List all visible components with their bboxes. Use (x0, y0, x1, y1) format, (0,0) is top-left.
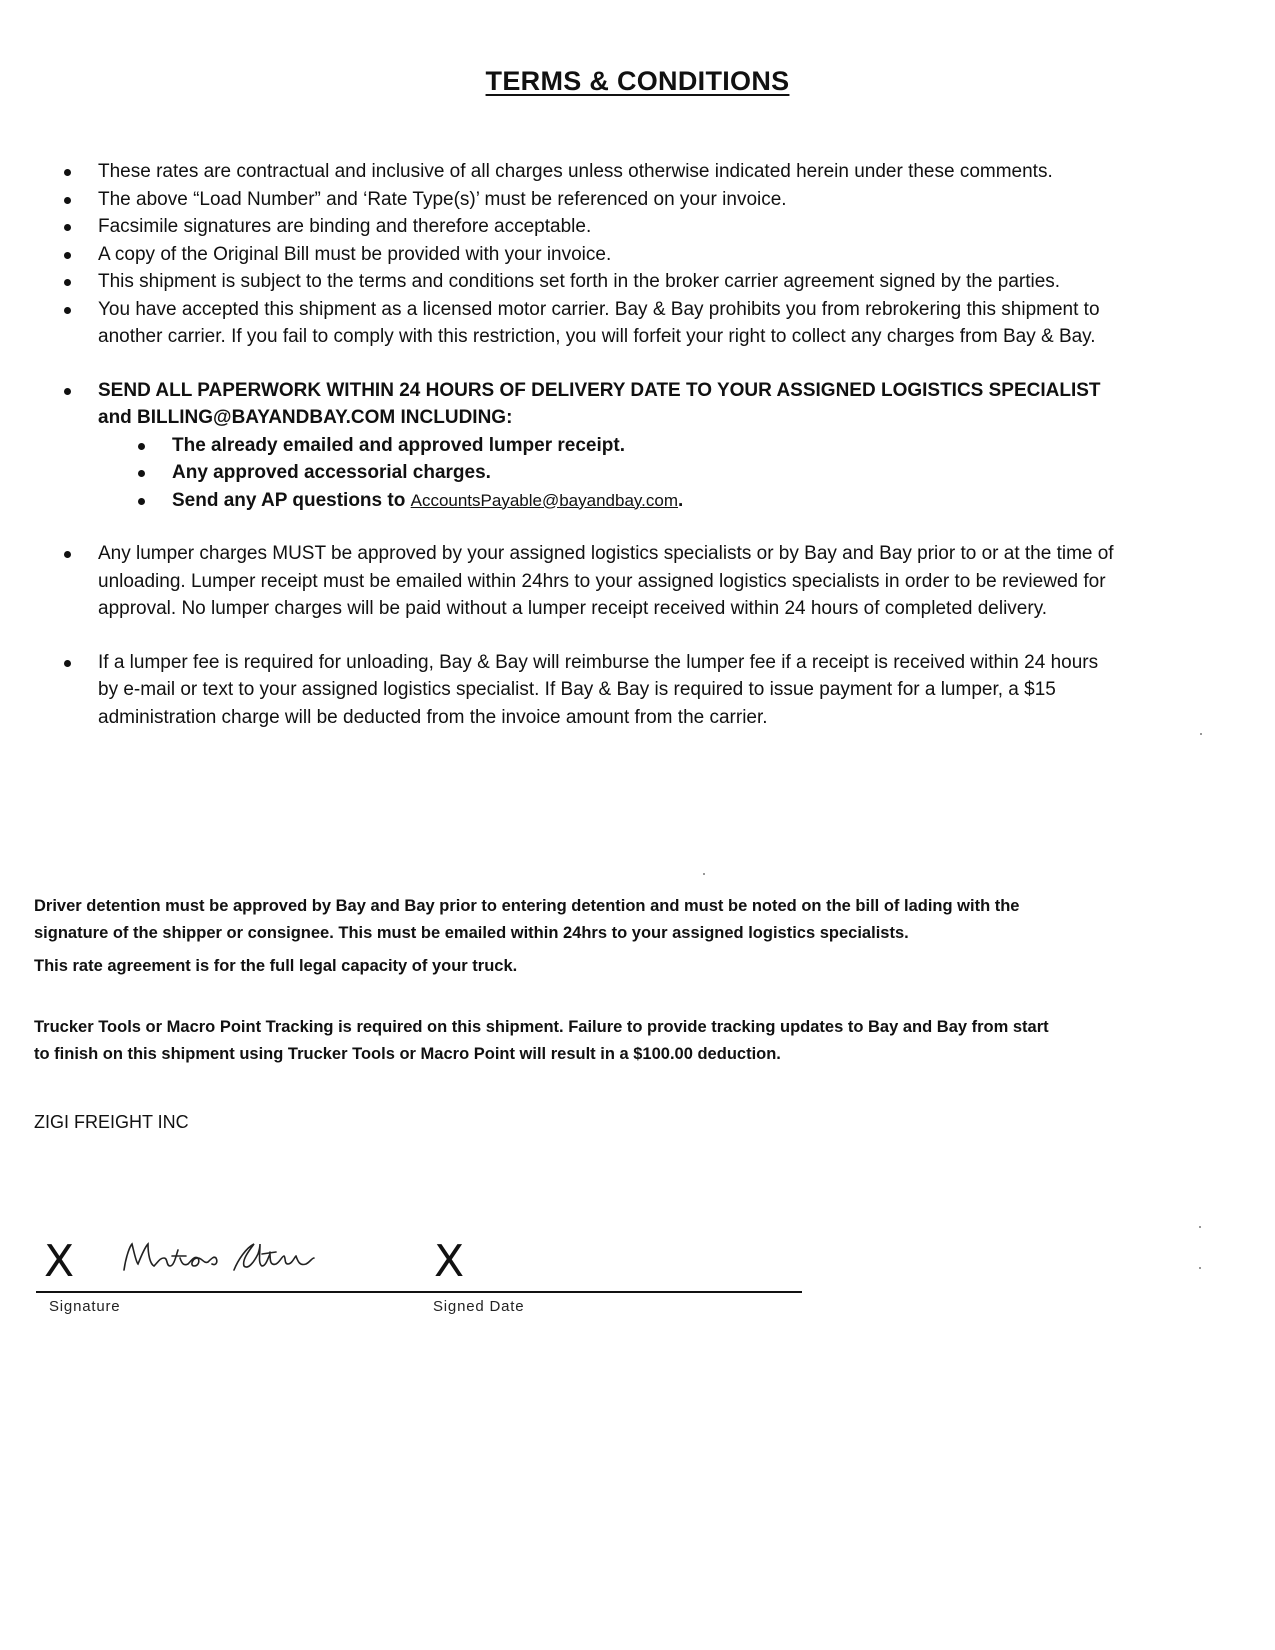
lumper-list (60, 540, 1120, 623)
paperwork-list (60, 377, 1120, 515)
list-item: A copy of the Original Bill must be provided with your invoice. (60, 241, 1120, 269)
lumper-list (60, 649, 1120, 732)
ap-email-link[interactable]: AccountsPayable@bayandbay.com (410, 490, 678, 510)
list-item: The already emailed and approved lumper receipt. (134, 432, 1120, 460)
handwritten-signature (120, 1236, 320, 1280)
list-item: If a lumper fee is required for unloading, Bay & Bay will reimburse the lumper fee if a receipt is received within 24 hours by e-mail or text to your assigned logistics specialist. If Bay & Bay is required to issue payment for a lumper, a $15 administration charge will be deducted from the invoice amount from the carrier. (60, 649, 1120, 732)
scan-speck (703, 873, 705, 875)
list-item: These rates are contractual and inclusive of all charges unless otherwise indicated herein under these comments. (60, 158, 1120, 186)
list-item: This shipment is subject to the terms and conditions set forth in the broker carrier agreement signed by the parties. (60, 268, 1120, 296)
paperwork-sublist (134, 432, 1120, 515)
terms-list (60, 158, 1120, 351)
list-item: Facsimile signatures are binding and therefore acceptable. (60, 213, 1120, 241)
scan-speck (1199, 1226, 1201, 1228)
list-item: The above “Load Number” and ‘Rate Type(s)’ must be referenced on your invoice. (60, 186, 1120, 214)
scan-speck (1199, 1267, 1201, 1269)
page-title: TERMS & CONDITIONS (485, 66, 790, 96)
terms-section (60, 158, 1120, 731)
signature-x-mark: X (44, 1236, 75, 1287)
date-x-mark: X (434, 1236, 465, 1287)
capacity-note: This rate agreement is for the full legal capacity of your truck. (34, 957, 518, 975)
ap-suffix: . (678, 489, 684, 511)
tracking-note: Trucker Tools or Macro Point Tracking is required on this shipment. Failure to provide tracking updates to Bay and Bay from start to finish on this shipment using Trucker Tools or Macro Point will result in a $100.00 deduction. (34, 1018, 1049, 1063)
list-item (134, 487, 1120, 515)
notes-section (34, 893, 1064, 1068)
list-item: You have accepted this shipment as a licensed motor carrier. Bay & Bay prohibits you from rebrokering this shipment to another carrier. If you fail to comply with this restriction, you will forfeit your right to collect any charges from Bay & Bay. (60, 296, 1120, 351)
scan-speck (1200, 733, 1202, 735)
signature-label: Signature (49, 1298, 121, 1315)
paperwork-item (60, 377, 1120, 515)
company-name: ZIGI FREIGHT INC (34, 1112, 189, 1132)
list-item: Any lumper charges MUST be approved by your assigned logistics specialists or by Bay and Bay prior to or at the time of unloading. Lumper receipt must be emailed within 24hrs to your assigned logistics specialists in order to be reviewed for approval. No lumper charges will be paid without a lumper receipt received within 24 hours of completed delivery. (60, 540, 1120, 623)
list-item: Any approved accessorial charges. (134, 459, 1120, 487)
ap-prefix: Send any AP questions to (172, 489, 411, 511)
signed-date-label: Signed Date (433, 1298, 525, 1315)
paperwork-heading: SEND ALL PAPERWORK WITHIN 24 HOURS OF DELIVERY DATE TO YOUR ASSIGNED LOGISTICS SPECIALIST and BILLING@BAYANDBAY.COM INCLUDING: (98, 379, 1101, 428)
detention-note: Driver detention must be approved by Bay and Bay prior to entering detention and must be noted on the bill of lading with the signature of the shipper or consignee. This must be emailed within 24hrs to your assigned logistics specialists. (34, 897, 1020, 942)
signature-line (36, 1291, 802, 1293)
